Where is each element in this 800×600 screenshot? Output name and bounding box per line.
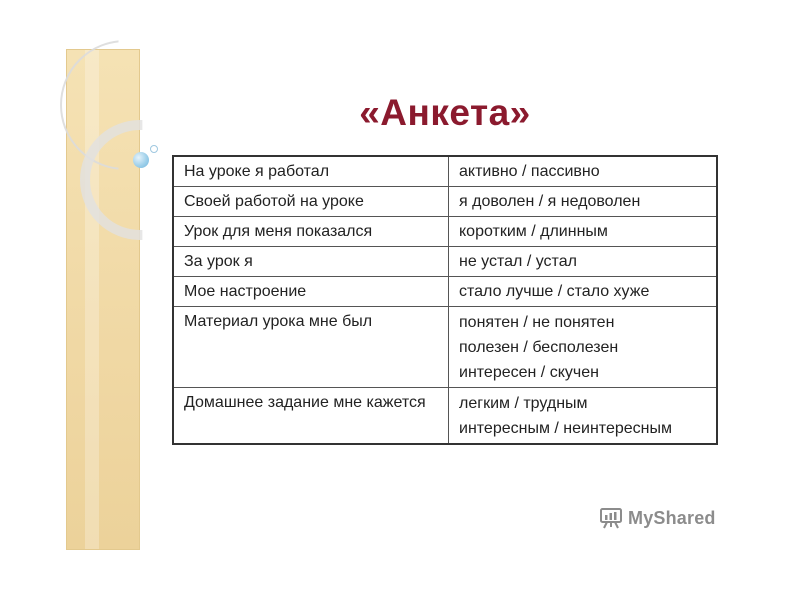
answer-option: легким / трудным — [459, 395, 588, 412]
answer-cell — [449, 187, 718, 217]
answer-option: полезен / бесполезен — [459, 339, 619, 356]
question-cell: Урок для меня показался — [173, 217, 449, 247]
presentation-board-icon — [599, 506, 623, 530]
answer-cell — [449, 388, 718, 445]
question-cell: Домашнее задание мне кажется — [173, 388, 449, 445]
answer-option: интересен / скучен — [459, 364, 599, 381]
answer-option: активно / пассивно — [459, 163, 600, 180]
brand-name: MyShared — [628, 507, 716, 528]
answer-cell — [449, 277, 718, 307]
table-row — [173, 277, 717, 307]
decorative-bubble-small — [150, 145, 158, 153]
answer-option: интересным / неинтересным — [459, 420, 672, 437]
answer-option: коротким / длинным — [459, 223, 608, 240]
table-row — [173, 217, 717, 247]
question-cell: На уроке я работал — [173, 156, 449, 187]
slide-title: «Анкета» — [359, 92, 531, 133]
table-row — [173, 307, 717, 388]
table-row — [173, 388, 717, 445]
question-cell: За урок я — [173, 247, 449, 277]
answer-option: не устал / устал — [459, 253, 577, 270]
question-cell: Своей работой на уроке — [173, 187, 449, 217]
myshared-logo[interactable] — [599, 504, 716, 532]
table-row — [173, 187, 717, 217]
question-cell: Мое настроение — [173, 277, 449, 307]
answer-cell — [449, 156, 718, 187]
answer-cell — [449, 217, 718, 247]
decorative-bubble — [133, 152, 149, 168]
answer-option: стало лучше / стало хуже — [459, 283, 650, 300]
survey-table — [172, 155, 718, 445]
table-row — [173, 247, 717, 277]
table-row — [173, 156, 717, 187]
answer-cell — [449, 307, 718, 388]
answer-option: я доволен / я недоволен — [459, 193, 641, 210]
answer-cell — [449, 247, 718, 277]
question-cell: Материал урока мне был — [173, 307, 449, 388]
answer-option: понятен / не понятен — [459, 314, 615, 331]
